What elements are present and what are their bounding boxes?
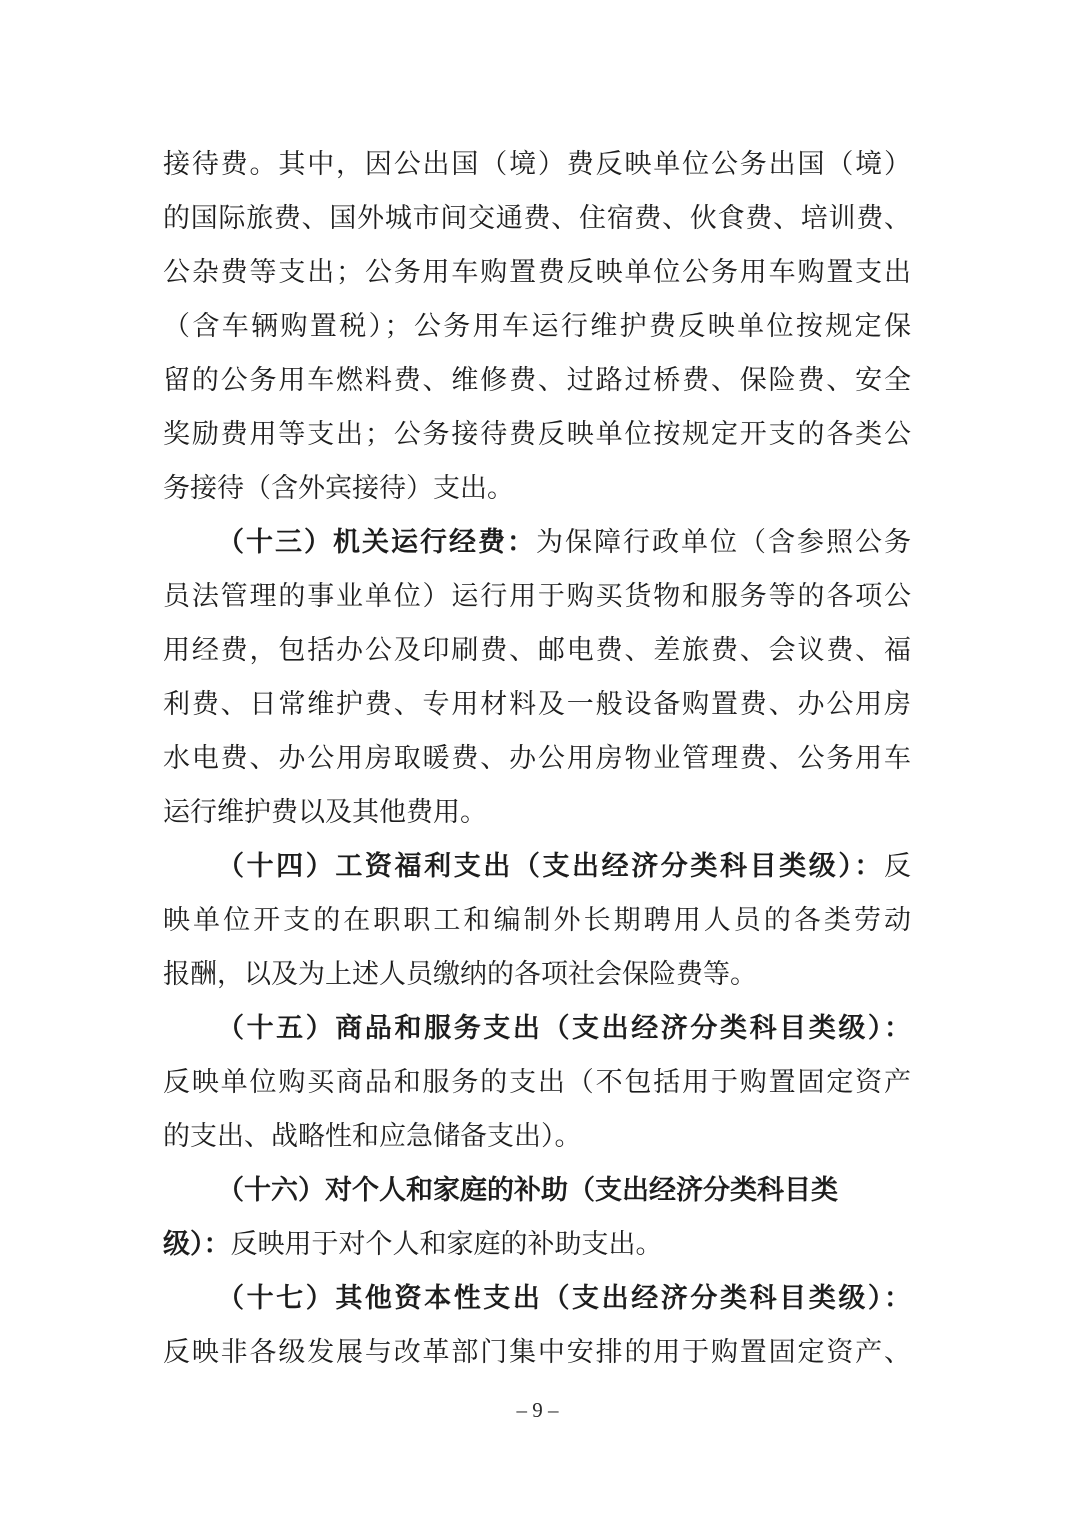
line-text: 报酬，以及为上述人员缴纳的各项社会保险费等。 [163, 959, 757, 989]
line-text: 反 [884, 851, 911, 881]
line-text: 为保障行政单位（含参照公务 [536, 527, 911, 557]
section-heading-line [163, 839, 911, 893]
line-text: 员法管理的事业单位）运行用于购买货物和服务等的各项公 [163, 581, 911, 611]
text-line [163, 191, 911, 245]
text-line [163, 245, 911, 299]
text-line [163, 623, 911, 677]
text-line [163, 569, 911, 623]
section-heading-text: （十四）工资福利支出（支出经济分类科目类级）： [217, 851, 884, 881]
text-line [163, 1109, 911, 1163]
text-line [163, 461, 911, 515]
section-heading-text: （十五）商品和服务支出（支出经济分类科目类级）： [217, 1013, 911, 1043]
page-number: – 9 – [516, 1398, 559, 1422]
document-body [163, 137, 911, 1379]
text-line [163, 1217, 911, 1271]
line-text: 奖励费用等支出；公务接待费反映单位按规定开支的各类公 [163, 419, 911, 449]
line-text: 接待费。其中，因公出国（境）费反映单位公务出国（境） [163, 149, 911, 179]
section-heading-line [163, 1163, 911, 1217]
text-line [163, 353, 911, 407]
line-text: （含车辆购置税）；公务用车运行维护费反映单位按规定保 [163, 311, 911, 341]
text-line [163, 677, 911, 731]
line-text: 映单位开支的在职职工和编制外长期聘用人员的各类劳动 [163, 905, 911, 935]
text-line [163, 407, 911, 461]
section-heading-line [163, 1001, 911, 1055]
line-text: 反映单位购买商品和服务的支出（不包括用于购置固定资产 [163, 1067, 911, 1097]
section-heading-line [163, 1271, 911, 1325]
text-line [163, 947, 911, 1001]
section-heading-text: （十六）对个人和家庭的补助（支出经济分类科目类 [217, 1175, 838, 1205]
line-text: 利费、日常维护费、专用材料及一般设备购置费、办公用房 [163, 689, 911, 719]
line-text: 用经费，包括办公及印刷费、邮电费、差旅费、会议费、福 [163, 635, 911, 665]
line-text: 水电费、办公用房取暖费、办公用房物业管理费、公务用车 [163, 743, 911, 773]
line-text: 的支出、战略性和应急储备支出）。 [163, 1121, 582, 1151]
section-heading-text: （十三）机关运行经费： [217, 527, 536, 557]
text-line [163, 731, 911, 785]
line-bold-text: 级）： [163, 1229, 231, 1259]
line-text: 反映用于对个人和家庭的补助支出。 [230, 1229, 663, 1259]
text-line [163, 785, 911, 839]
text-line [163, 1055, 911, 1109]
line-text: 运行维护费以及其他费用。 [163, 797, 487, 827]
section-heading-text: （十七）其他资本性支出（支出经济分类科目类级）： [217, 1283, 911, 1313]
line-text: 留的公务用车燃料费、维修费、过路过桥费、保险费、安全 [163, 365, 911, 395]
line-text: 的国际旅费、国外城市间交通费、住宿费、伙食费、培训费、 [163, 203, 911, 233]
line-text: 务接待（含外宾接待）支出。 [163, 473, 514, 503]
text-line [163, 299, 911, 353]
text-line [163, 137, 911, 191]
section-heading-line [163, 515, 911, 569]
text-line [163, 1325, 911, 1379]
line-text: 公杂费等支出；公务用车购置费反映单位公务用车购置支出 [163, 257, 911, 287]
line-text: 反映非各级发展与改革部门集中安排的用于购置固定资产、 [163, 1337, 911, 1367]
text-line [163, 893, 911, 947]
